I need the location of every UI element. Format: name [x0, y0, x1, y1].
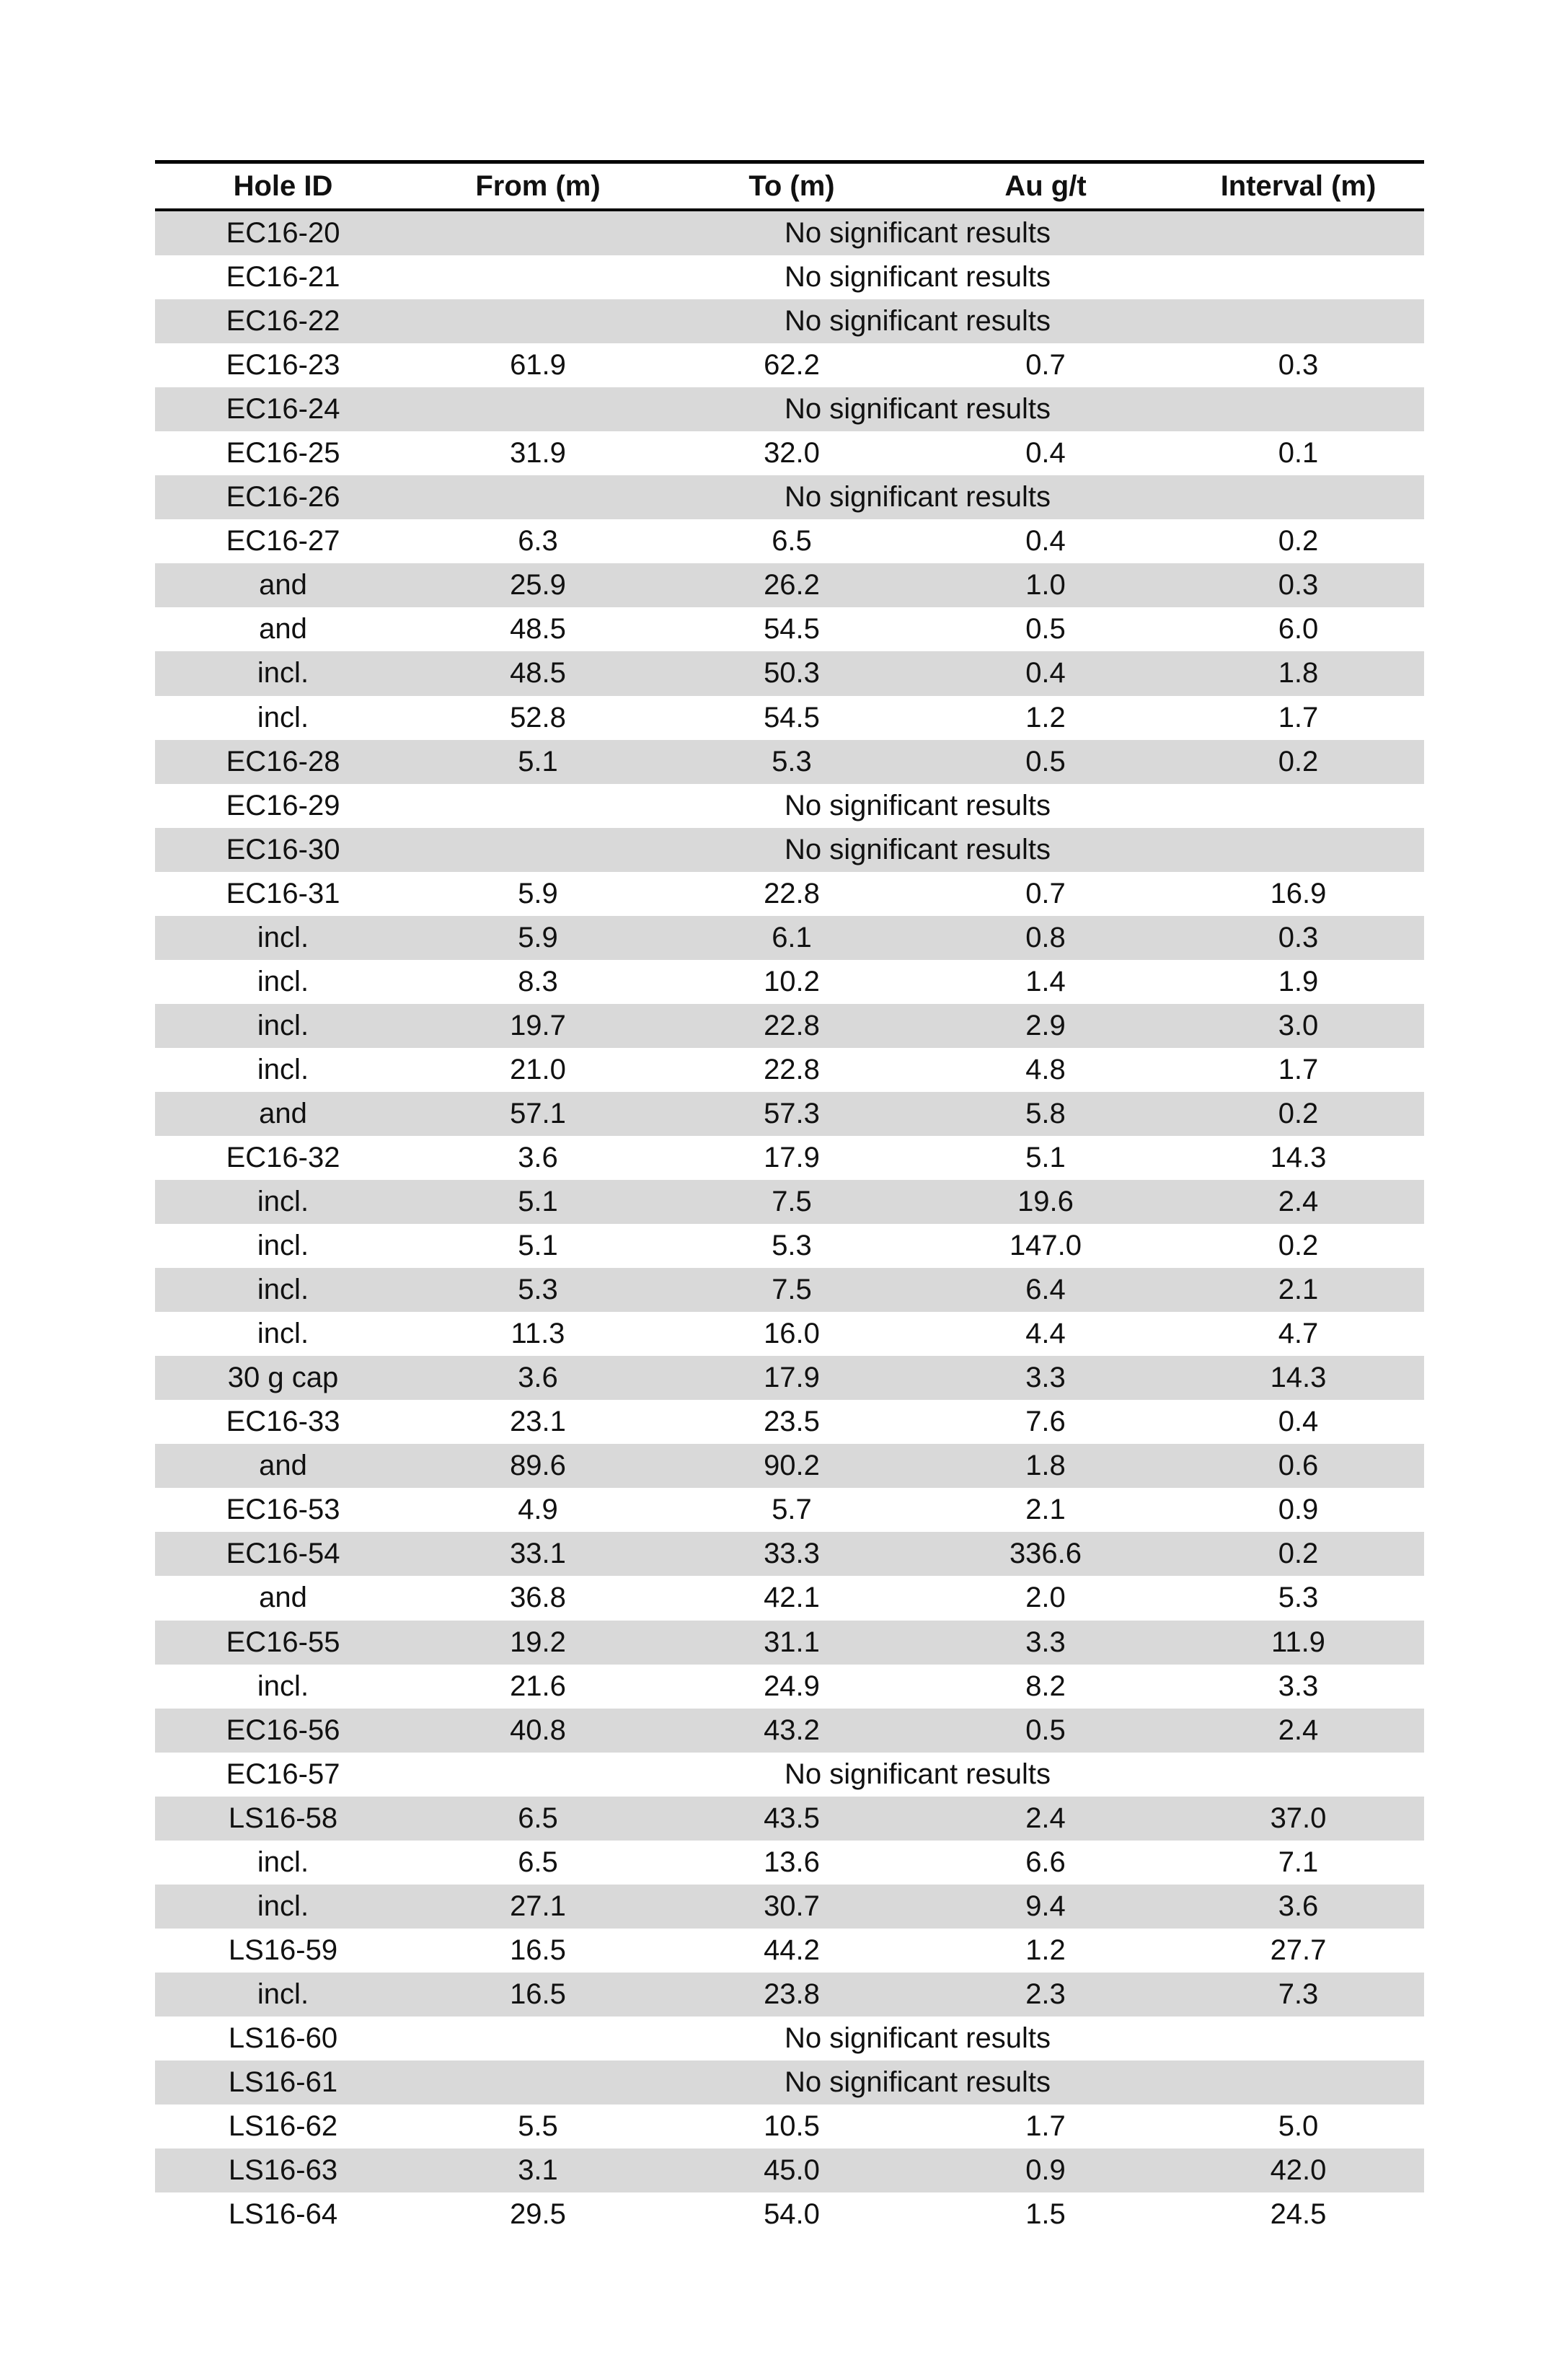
cell-au: 1.2 — [1025, 701, 1066, 733]
cell-interval: 0.2 — [1172, 740, 1424, 784]
cell-au: 9.4 — [919, 1885, 1172, 1929]
cell-hole-id: and — [259, 613, 307, 645]
cell-hole-id: EC16-25 — [226, 437, 340, 470]
cell-au: 1.2 — [1025, 1934, 1066, 1966]
cell-from: 5.9 — [518, 877, 558, 909]
cell-from: 4.9 — [518, 1494, 558, 1526]
cell-to: 62.2 — [764, 349, 820, 382]
cell-hole-id: LS16-58 — [155, 1797, 411, 1841]
cell-to: 22.8 — [764, 877, 820, 909]
cell-interval: 0.3 — [1172, 563, 1424, 607]
cell-au: 0.5 — [1025, 613, 1066, 645]
table-row — [155, 2192, 1424, 2236]
table-row — [155, 1048, 1424, 1092]
cell-hole-id: incl. — [155, 1180, 411, 1224]
cell-au: 4.8 — [1025, 1053, 1066, 1085]
cell-interval: 0.2 — [1172, 1532, 1424, 1576]
cell-to: 13.6 — [764, 1846, 820, 1878]
table-row — [155, 299, 1424, 343]
cell-from: 52.8 — [510, 701, 566, 733]
table-row — [155, 1665, 1424, 1709]
cell-to: 5.7 — [772, 1494, 812, 1526]
header-interval: Interval (m) — [1172, 162, 1424, 211]
cell-hole-id: LS16-63 — [155, 2148, 411, 2192]
cell-from: 6.3 — [518, 525, 558, 557]
cell-from: 36.8 — [510, 1582, 566, 1614]
cell-hole-id: EC16-26 — [155, 475, 411, 519]
cell-interval: 5.3 — [1278, 1582, 1319, 1614]
table-row — [155, 210, 1424, 255]
cell-interval: 3.6 — [1172, 1885, 1424, 1929]
cell-from: 23.1 — [510, 1406, 566, 1438]
cell-to: 7.5 — [665, 1268, 919, 1312]
cell-hole-id: EC16-22 — [155, 299, 411, 343]
cell-to: 6.1 — [665, 916, 919, 960]
table-row — [155, 1136, 1424, 1180]
table-row — [155, 1532, 1424, 1576]
cell-to: 57.3 — [665, 1092, 919, 1136]
cell-interval: 14.3 — [1270, 1142, 1327, 1173]
table-row — [155, 1268, 1424, 1312]
cell-hole-id: LS16-61 — [155, 2061, 411, 2104]
cell-from: 19.7 — [411, 1004, 665, 1048]
cell-hole-id: EC16-24 — [155, 387, 411, 431]
cell-note: No significant results — [411, 2061, 1424, 2104]
cell-to: 26.2 — [665, 563, 919, 607]
cell-hole-id: EC16-32 — [226, 1142, 340, 1173]
assay-results-table — [155, 160, 1424, 2236]
cell-au: 0.9 — [919, 2148, 1172, 2192]
cell-to: 45.0 — [665, 2148, 919, 2192]
cell-interval: 0.3 — [1172, 916, 1424, 960]
cell-interval: 7.1 — [1278, 1846, 1319, 1878]
cell-from: 3.6 — [411, 1356, 665, 1400]
cell-hole-id: EC16-53 — [226, 1494, 340, 1526]
header-to: To (m) — [665, 162, 919, 211]
table-row — [155, 2104, 1424, 2148]
cell-interval: 14.3 — [1172, 1356, 1424, 1400]
cell-from: 40.8 — [411, 1709, 665, 1753]
cell-to: 10.5 — [764, 2110, 820, 2143]
table-row — [155, 2061, 1424, 2104]
table-row — [155, 255, 1424, 299]
cell-interval: 1.7 — [1278, 701, 1319, 733]
cell-to: 16.0 — [764, 1318, 820, 1350]
cell-au: 1.0 — [919, 563, 1172, 607]
table-row — [155, 1753, 1424, 1797]
cell-hole-id: EC16-28 — [155, 740, 411, 784]
cell-hole-id: EC16-29 — [226, 789, 340, 821]
cell-from: 16.5 — [411, 1973, 665, 2017]
cell-au: 0.5 — [919, 740, 1172, 784]
cell-hole-id: EC16-54 — [155, 1532, 411, 1576]
cell-interval: 1.9 — [1278, 965, 1319, 997]
table-body — [155, 210, 1424, 2236]
cell-au: 0.4 — [1025, 437, 1066, 470]
cell-interval: 6.0 — [1278, 613, 1319, 645]
cell-interval: 3.0 — [1172, 1004, 1424, 1048]
cell-au: 2.9 — [919, 1004, 1172, 1048]
table-row — [155, 1885, 1424, 1929]
cell-note: No significant results — [784, 2022, 1051, 2054]
cell-note: No significant results — [411, 299, 1424, 343]
cell-au: 0.4 — [1025, 525, 1066, 557]
cell-hole-id: incl. — [257, 965, 309, 997]
table-row — [155, 1312, 1424, 1356]
cell-to: 5.3 — [772, 1230, 812, 1262]
table-row — [155, 784, 1424, 828]
cell-hole-id: EC16-55 — [155, 1621, 411, 1665]
cell-au: 8.2 — [1025, 1670, 1066, 1702]
cell-from: 6.5 — [411, 1797, 665, 1841]
table-row — [155, 475, 1424, 519]
table-row — [155, 872, 1424, 916]
table-row — [155, 651, 1424, 695]
cell-note: No significant results — [411, 387, 1424, 431]
cell-to: 44.2 — [764, 1934, 820, 1966]
cell-to: 23.5 — [764, 1406, 820, 1438]
cell-interval: 5.0 — [1278, 2110, 1319, 2143]
cell-from: 48.5 — [411, 651, 665, 695]
cell-note: No significant results — [784, 789, 1051, 821]
assay-results-table-wrapper — [155, 160, 1424, 2236]
cell-hole-id: EC16-56 — [155, 1709, 411, 1753]
cell-interval: 1.8 — [1172, 651, 1424, 695]
cell-from: 16.5 — [510, 1934, 566, 1966]
cell-au: 1.5 — [1025, 2198, 1066, 2231]
cell-au: 5.1 — [1025, 1142, 1066, 1173]
cell-au: 6.4 — [919, 1268, 1172, 1312]
cell-note: No significant results — [784, 1758, 1051, 1790]
cell-from: 8.3 — [518, 965, 558, 997]
cell-note: No significant results — [411, 475, 1424, 519]
cell-hole-id: EC16-21 — [226, 261, 340, 294]
cell-interval: 0.1 — [1278, 437, 1319, 470]
cell-from: 89.6 — [411, 1444, 665, 1488]
cell-interval: 0.3 — [1278, 349, 1319, 382]
cell-au: 7.6 — [1025, 1406, 1066, 1438]
cell-to: 17.9 — [665, 1356, 919, 1400]
cell-au: 1.4 — [1025, 965, 1066, 997]
cell-hole-id: and — [155, 563, 411, 607]
cell-interval: 7.3 — [1172, 1973, 1424, 2017]
table-row — [155, 1004, 1424, 1048]
cell-to: 7.5 — [665, 1180, 919, 1224]
cell-hole-id: incl. — [155, 1885, 411, 1929]
cell-interval: 2.1 — [1172, 1268, 1424, 1312]
cell-interval: 0.9 — [1278, 1494, 1319, 1526]
cell-from: 5.9 — [411, 916, 665, 960]
table-row — [155, 387, 1424, 431]
cell-hole-id: incl. — [155, 1973, 411, 2017]
cell-to: 31.1 — [665, 1621, 919, 1665]
cell-to: 30.7 — [665, 1885, 919, 1929]
cell-from: 27.1 — [411, 1885, 665, 1929]
table-row — [155, 916, 1424, 960]
cell-hole-id: EC16-23 — [226, 349, 340, 382]
cell-hole-id: incl. — [257, 1230, 309, 1262]
table-row — [155, 343, 1424, 387]
table-row — [155, 1444, 1424, 1488]
cell-hole-id: LS16-59 — [228, 1934, 338, 1966]
cell-interval: 42.0 — [1172, 2148, 1424, 2192]
table-row — [155, 1841, 1424, 1885]
cell-au: 3.3 — [919, 1356, 1172, 1400]
table-row — [155, 1709, 1424, 1753]
table-row — [155, 563, 1424, 607]
cell-hole-id: LS16-62 — [228, 2110, 338, 2143]
cell-interval: 4.7 — [1278, 1318, 1319, 1350]
cell-from: 57.1 — [411, 1092, 665, 1136]
cell-hole-id: EC16-31 — [226, 877, 340, 909]
cell-from: 21.0 — [510, 1053, 566, 1085]
table-row — [155, 1929, 1424, 1973]
cell-from: 5.3 — [411, 1268, 665, 1312]
header-row — [155, 162, 1424, 211]
table-header — [155, 162, 1424, 211]
cell-au: 2.1 — [1025, 1494, 1066, 1526]
cell-au: 0.7 — [1025, 877, 1066, 909]
cell-from: 19.2 — [411, 1621, 665, 1665]
cell-hole-id: incl. — [257, 1846, 309, 1878]
cell-au: 2.0 — [1025, 1582, 1066, 1614]
cell-hole-id: incl. — [257, 701, 309, 733]
table-row — [155, 740, 1424, 784]
cell-hole-id: incl. — [257, 1670, 309, 1702]
cell-interval: 1.7 — [1278, 1053, 1319, 1085]
cell-from: 25.9 — [411, 563, 665, 607]
table-row — [155, 1400, 1424, 1444]
cell-from: 5.1 — [411, 1180, 665, 1224]
cell-to: 22.8 — [665, 1004, 919, 1048]
cell-from: 3.1 — [411, 2148, 665, 2192]
table-row — [155, 1224, 1424, 1268]
cell-hole-id: and — [155, 1444, 411, 1488]
cell-to: 24.9 — [764, 1670, 820, 1702]
cell-interval: 0.6 — [1172, 1444, 1424, 1488]
cell-hole-id: incl. — [155, 916, 411, 960]
cell-hole-id: incl. — [155, 651, 411, 695]
header-hole-id: Hole ID — [155, 162, 411, 211]
cell-to: 5.3 — [665, 740, 919, 784]
cell-to: 43.2 — [665, 1709, 919, 1753]
table-row — [155, 1488, 1424, 1532]
cell-to: 33.3 — [665, 1532, 919, 1576]
cell-au: 2.4 — [919, 1797, 1172, 1841]
cell-au: 147.0 — [1009, 1230, 1082, 1262]
cell-from: 48.5 — [510, 613, 566, 645]
cell-to: 50.3 — [665, 651, 919, 695]
cell-from: 29.5 — [510, 2198, 566, 2231]
cell-to: 17.9 — [764, 1142, 820, 1173]
cell-hole-id: and — [259, 1582, 307, 1614]
cell-hole-id: 30 g cap — [155, 1356, 411, 1400]
cell-au: 1.7 — [1025, 2110, 1066, 2143]
table-row — [155, 1621, 1424, 1665]
cell-hole-id: LS16-64 — [228, 2198, 338, 2231]
cell-to: 54.5 — [764, 701, 820, 733]
cell-from: 33.1 — [411, 1532, 665, 1576]
table-row — [155, 1973, 1424, 2017]
cell-interval: 27.7 — [1270, 1934, 1327, 1966]
cell-to: 54.0 — [764, 2198, 820, 2231]
cell-hole-id: EC16-33 — [226, 1406, 340, 1438]
cell-to: 22.8 — [764, 1053, 820, 1085]
cell-note: No significant results — [784, 261, 1051, 294]
cell-to: 6.5 — [772, 525, 812, 557]
cell-from: 3.6 — [518, 1142, 558, 1173]
cell-hole-id: incl. — [155, 1004, 411, 1048]
cell-to: 32.0 — [764, 437, 820, 470]
cell-au: 1.8 — [919, 1444, 1172, 1488]
cell-au: 19.6 — [919, 1180, 1172, 1224]
cell-from: 31.9 — [510, 437, 566, 470]
cell-hole-id: and — [155, 1092, 411, 1136]
cell-au: 0.4 — [919, 651, 1172, 695]
cell-to: 90.2 — [665, 1444, 919, 1488]
cell-hole-id: LS16-60 — [228, 2022, 338, 2054]
cell-au: 2.3 — [919, 1973, 1172, 2017]
table-row — [155, 2148, 1424, 2192]
cell-note: No significant results — [411, 828, 1424, 872]
table-row — [155, 1797, 1424, 1841]
table-row — [155, 828, 1424, 872]
cell-hole-id: incl. — [257, 1318, 309, 1350]
cell-hole-id: incl. — [155, 1268, 411, 1312]
cell-hole-id: EC16-27 — [226, 525, 340, 557]
cell-note: No significant results — [411, 210, 1424, 255]
cell-au: 336.6 — [919, 1532, 1172, 1576]
cell-au: 0.5 — [919, 1709, 1172, 1753]
cell-to: 23.8 — [665, 1973, 919, 2017]
cell-from: 5.5 — [518, 2110, 558, 2143]
table-row — [155, 2017, 1424, 2061]
cell-from: 61.9 — [510, 349, 566, 382]
table-row — [155, 519, 1424, 563]
cell-to: 42.1 — [764, 1582, 820, 1614]
cell-interval: 0.2 — [1278, 525, 1319, 557]
table-row — [155, 1356, 1424, 1400]
cell-from: 5.1 — [518, 1230, 558, 1262]
table-row — [155, 696, 1424, 740]
cell-to: 54.5 — [764, 613, 820, 645]
table-row — [155, 1180, 1424, 1224]
cell-au: 3.3 — [919, 1621, 1172, 1665]
cell-from: 6.5 — [518, 1846, 558, 1878]
cell-hole-id: incl. — [257, 1053, 309, 1085]
table-row — [155, 960, 1424, 1004]
cell-au: 0.7 — [1025, 349, 1066, 382]
cell-from: 21.6 — [510, 1670, 566, 1702]
cell-au: 5.8 — [919, 1092, 1172, 1136]
table-row — [155, 1576, 1424, 1620]
cell-interval: 0.2 — [1278, 1230, 1319, 1262]
cell-interval: 2.4 — [1172, 1709, 1424, 1753]
cell-to: 10.2 — [764, 965, 820, 997]
cell-interval: 37.0 — [1172, 1797, 1424, 1841]
cell-hole-id: EC16-57 — [226, 1758, 340, 1790]
cell-interval: 0.4 — [1278, 1406, 1319, 1438]
table-row — [155, 1092, 1424, 1136]
cell-au: 4.4 — [1025, 1318, 1066, 1350]
cell-interval: 2.4 — [1172, 1180, 1424, 1224]
cell-hole-id: EC16-30 — [155, 828, 411, 872]
cell-interval: 3.3 — [1278, 1670, 1319, 1702]
cell-to: 43.5 — [665, 1797, 919, 1841]
cell-from: 5.1 — [411, 740, 665, 784]
header-au: Au g/t — [919, 162, 1172, 211]
cell-hole-id: EC16-20 — [155, 210, 411, 255]
cell-au: 0.8 — [919, 916, 1172, 960]
cell-interval: 24.5 — [1270, 2198, 1327, 2231]
table-row — [155, 607, 1424, 651]
cell-from: 11.3 — [511, 1318, 565, 1350]
cell-au: 6.6 — [1025, 1846, 1066, 1878]
cell-interval: 16.9 — [1270, 877, 1327, 909]
cell-interval: 0.2 — [1172, 1092, 1424, 1136]
header-from: From (m) — [411, 162, 665, 211]
table-row — [155, 431, 1424, 475]
cell-interval: 11.9 — [1172, 1621, 1424, 1665]
